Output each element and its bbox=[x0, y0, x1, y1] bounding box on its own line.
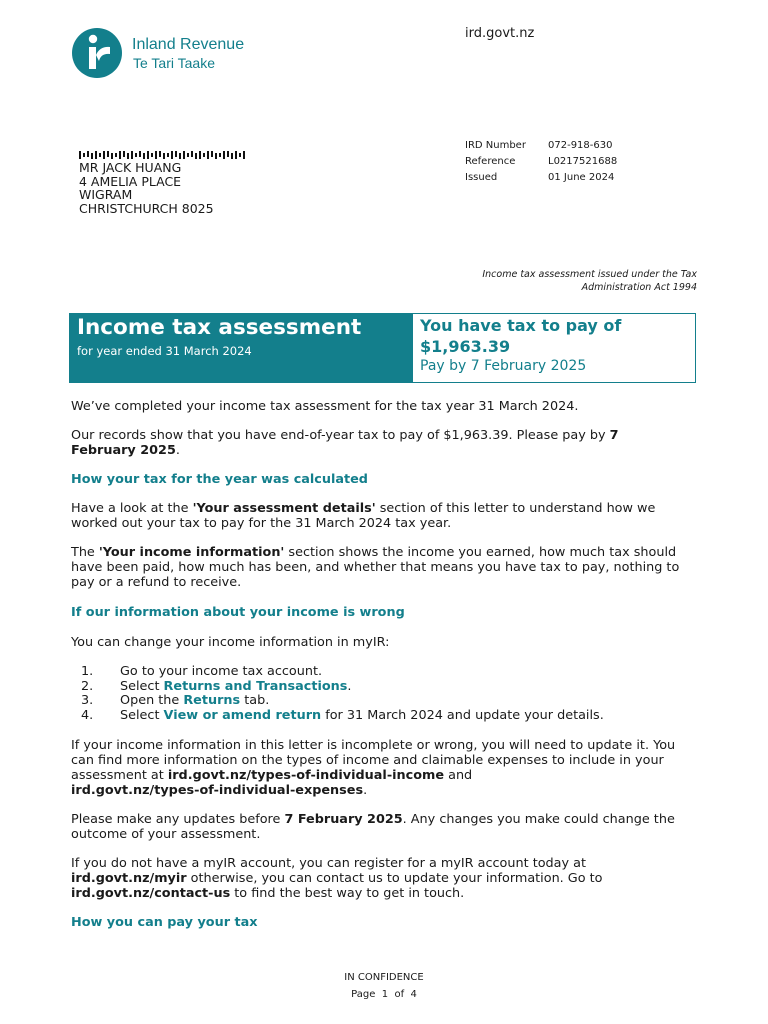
reference-value: L0217521688 bbox=[548, 156, 618, 167]
text-span: Please make any updates before bbox=[71, 812, 285, 827]
text-span: tab. bbox=[240, 693, 270, 708]
myir-paragraph: You can change your income information in myIR: bbox=[71, 635, 390, 650]
text-span: . bbox=[175, 443, 180, 458]
due-date-bold: February 2025 bbox=[71, 443, 176, 458]
list-item bbox=[71, 665, 701, 680]
postal-barcode bbox=[79, 148, 247, 156]
text-span: outcome of your assessment. bbox=[71, 827, 261, 842]
view-or-amend-return-link[interactable]: View or amend return bbox=[163, 707, 322, 723]
ird-number-value: 072-918-630 bbox=[548, 140, 613, 151]
due-date: Pay by 7 February 2025 bbox=[420, 358, 587, 374]
section-heading-income-wrong: If our information about your income is wrong bbox=[71, 605, 405, 620]
text-span: . bbox=[363, 783, 368, 798]
ird-number-label: IRD Number bbox=[465, 140, 526, 151]
text-span: Go to your income tax account. bbox=[120, 664, 323, 679]
myir-link[interactable]: ird.govt.nz/myir bbox=[71, 871, 187, 886]
page-label: Page bbox=[351, 989, 376, 1000]
step-number: 4. bbox=[81, 707, 94, 723]
barcode-graphic bbox=[79, 151, 247, 159]
text-span: Have a look at the bbox=[71, 501, 193, 516]
text-span: can find more information on the types of income and claimable expenses to include in your bbox=[71, 753, 664, 768]
step-number: 1. bbox=[81, 664, 94, 679]
address-line: 4 AMELIA PLACE bbox=[79, 173, 182, 189]
amount-due-value: $1,963.39 bbox=[420, 337, 511, 356]
legal-note-line: Administration Act 1994 bbox=[581, 282, 697, 293]
expenses-types-link[interactable]: ird.govt.nz/types-of-individual-expenses bbox=[71, 783, 364, 798]
bold-term: 'Your assessment details' bbox=[192, 501, 376, 516]
text-span: . Any changes you make could change the bbox=[402, 812, 675, 827]
list-item bbox=[71, 709, 701, 724]
text-span: section of this letter to understand how we bbox=[375, 501, 656, 516]
reference-details bbox=[465, 138, 617, 186]
text-span: Select bbox=[120, 678, 164, 694]
deadline-paragraph bbox=[71, 812, 701, 842]
text-span: If you do not have a myIR account, you can register for a myIR account today at bbox=[71, 856, 586, 871]
assessment-details-paragraph bbox=[71, 501, 701, 531]
text-span: If your income information in this letter is incomplete or wrong, you will need to update it. You bbox=[71, 738, 676, 753]
address-line: WIGRAM bbox=[79, 187, 133, 202]
issued-label: Issued bbox=[465, 172, 498, 183]
bold-term: 'Your income information' bbox=[98, 545, 285, 560]
page-of-label: of bbox=[394, 989, 405, 1000]
section-heading-pay: How you can pay your tax bbox=[71, 915, 258, 930]
text-span: The bbox=[71, 545, 99, 560]
text-span: to find the best way to get in touch. bbox=[230, 886, 465, 901]
ird-logo-icon bbox=[71, 27, 125, 79]
section-heading-calculation: How your tax for the year was calculated bbox=[71, 472, 368, 487]
amount-due-label: You have tax to pay of bbox=[420, 316, 622, 335]
recipient-address bbox=[79, 161, 214, 215]
text-span: Select bbox=[120, 707, 164, 723]
page-title: Income tax assessment bbox=[77, 315, 362, 340]
page-number: 1 bbox=[381, 989, 389, 1000]
page-indicator bbox=[0, 989, 768, 1000]
address-line: CHRISTCHURCH 8025 bbox=[79, 200, 214, 216]
text-span: Our records show that you have end-of-year tax to pay of $1,963.39. Please pay by bbox=[71, 428, 610, 443]
assessment-banner bbox=[69, 313, 412, 383]
due-date-bold: 7 bbox=[609, 428, 619, 443]
website-link[interactable]: ird.govt.nz bbox=[465, 26, 535, 41]
list-item bbox=[71, 680, 701, 695]
confidential-label: IN CONFIDENCE bbox=[344, 972, 424, 983]
intro-paragraph: We’ve completed your income tax assessment for the tax year 31 March 2024. bbox=[71, 399, 579, 414]
assessment-period: for year ended 31 March 2024 bbox=[77, 344, 252, 358]
update-information-paragraph bbox=[71, 738, 701, 798]
deadline-bold: 7 February 2025 bbox=[284, 812, 403, 827]
list-item bbox=[71, 694, 701, 709]
tax-to-pay-paragraph bbox=[71, 428, 701, 458]
address-line: MR JACK HUANG bbox=[79, 160, 182, 175]
page-total: 4 bbox=[410, 989, 417, 1000]
returns-and-transactions-link[interactable]: Returns and Transactions bbox=[163, 678, 348, 694]
legal-note bbox=[397, 268, 697, 294]
text-span: assessment at bbox=[71, 768, 168, 783]
myir-register-paragraph bbox=[71, 856, 701, 901]
text-span: and bbox=[444, 768, 473, 783]
income-types-link[interactable]: ird.govt.nz/types-of-individual-income bbox=[167, 768, 445, 783]
text-span: otherwise, you can contact us to update your information. Go to bbox=[186, 871, 603, 886]
brand-name: Inland Revenue bbox=[132, 36, 245, 53]
income-information-paragraph bbox=[71, 545, 701, 590]
returns-tab-link[interactable]: Returns bbox=[183, 693, 241, 708]
amount-due-box bbox=[412, 313, 696, 383]
brand-subtitle: Te Tari Taake bbox=[133, 55, 215, 71]
issued-value: 01 June 2024 bbox=[548, 172, 615, 183]
reference-label: Reference bbox=[465, 156, 516, 167]
text-span: for 31 March 2024 and update your details. bbox=[321, 707, 604, 723]
text-span: section shows the income you earned, how much tax should bbox=[284, 545, 677, 560]
step-number: 3. bbox=[81, 693, 94, 708]
text-span: have been paid, how much has been, and whether that means you have tax to pay, nothing to bbox=[71, 560, 680, 575]
steps-list bbox=[71, 665, 701, 723]
text-span: Open the bbox=[120, 693, 184, 708]
contact-us-link[interactable]: ird.govt.nz/contact-us bbox=[71, 886, 231, 901]
brand-logo bbox=[71, 27, 127, 79]
text-span: pay or a refund to receive. bbox=[71, 575, 242, 590]
legal-note-line: Income tax assessment issued under the Tax bbox=[482, 269, 697, 280]
text-span: worked out your tax to pay for the 31 March 2024 tax year. bbox=[71, 516, 452, 531]
step-number: 2. bbox=[81, 678, 94, 694]
text-span: . bbox=[347, 678, 352, 694]
